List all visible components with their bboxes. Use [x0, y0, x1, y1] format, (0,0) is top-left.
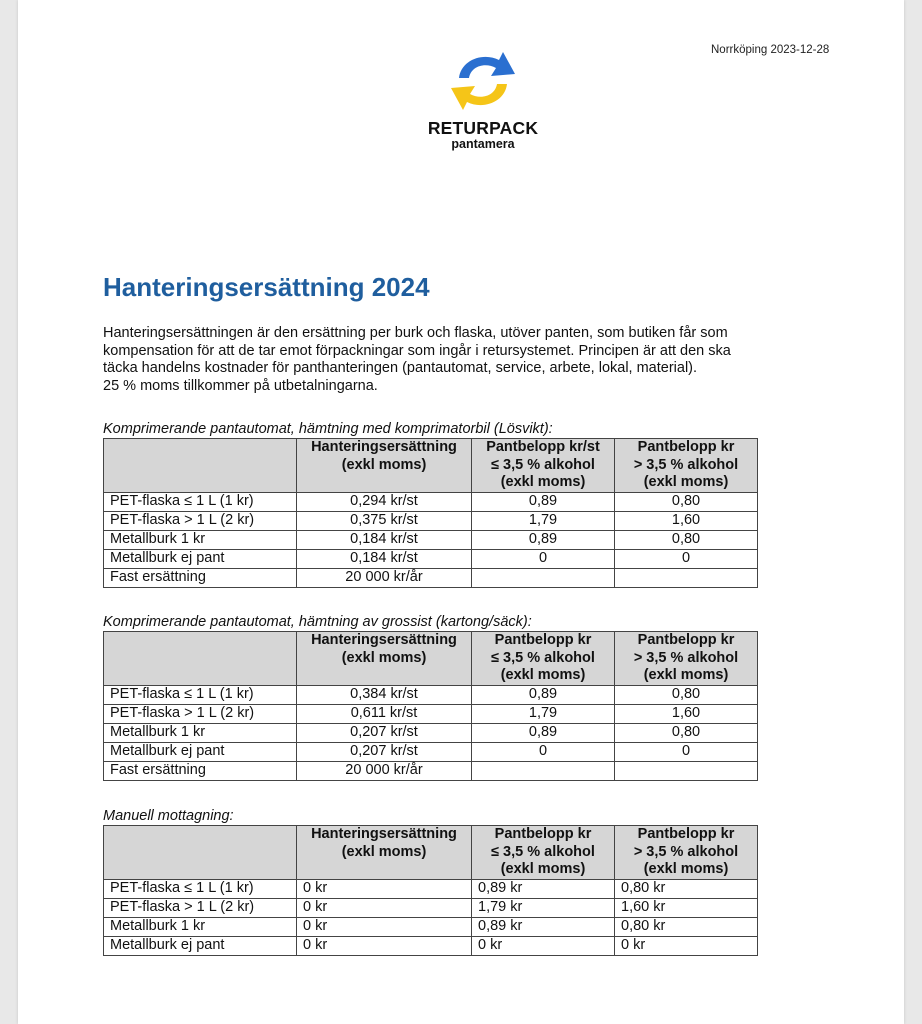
- table-row: Fast ersättning 20 000 kr/år: [104, 568, 758, 587]
- intro-paragraph: [103, 325, 833, 395]
- table-header-row: [104, 632, 758, 686]
- header-cell-handling: Hanteringsersättning (exkl moms): [297, 826, 472, 880]
- header-cell-deposit-low: Pantbelopp kr ≤ 3,5 % alkohol (exkl moms): [472, 632, 615, 686]
- table-header-row: [104, 439, 758, 493]
- table-row: PET-flaska > 1 L (2 kr) 0 kr 1,79 kr 1,60 kr: [104, 898, 758, 917]
- table-row: Metallburk 1 kr 0,207 kr/st 0,89 0,80: [104, 723, 758, 742]
- intro-line: kompensation för att de tar emot förpackningar som ingår i retursystemet. Principen är att den ska: [103, 342, 731, 359]
- compensation-table-loose: [103, 438, 758, 588]
- table-row: Fast ersättning 20 000 kr/år: [104, 761, 758, 780]
- table-row: PET-flaska > 1 L (2 kr) 0,611 kr/st 1,79 1,60: [104, 704, 758, 723]
- table-row: Metallburk 1 kr 0 kr 0,89 kr 0,80 kr: [104, 917, 758, 936]
- table-row: Metallburk ej pant 0,184 kr/st 0 0: [104, 549, 758, 568]
- table-row: Metallburk ej pant 0,207 kr/st 0 0: [104, 742, 758, 761]
- document-date: Norrköping 2023-12-28: [711, 44, 830, 56]
- table-row: PET-flaska ≤ 1 L (1 kr) 0,294 kr/st 0,89 0,80: [104, 492, 758, 511]
- table-row: PET-flaska ≤ 1 L (1 kr) 0,384 kr/st 0,89 0,80: [104, 685, 758, 704]
- compensation-table-manual: [103, 825, 758, 956]
- header-cell-deposit-high: Pantbelopp kr > 3,5 % alkohol (exkl moms): [615, 439, 758, 493]
- compensation-table-wholesaler: [103, 631, 758, 781]
- logo-tagline: pantamera: [451, 137, 515, 151]
- returpack-logo: [413, 48, 553, 158]
- section-label-manual: Manuell mottagning:: [103, 808, 234, 824]
- section-label-loose: Komprimerande pantautomat, hämtning med komprimatorbil (Lösvikt):: [103, 421, 553, 437]
- intro-line: Hanteringsersättningen är den ersättning per burk och flaska, utöver panten, som butiken får som: [103, 325, 728, 341]
- intro-line: 25 % moms tillkommer på utbetalningarna.: [103, 377, 378, 394]
- document-page: [18, 0, 904, 1024]
- intro-line: täcka handelns kostnader för panthanteringen (pantautomat, service, arbete, lokal, material).: [103, 360, 698, 376]
- header-cell: [104, 439, 297, 493]
- table-row: PET-flaska > 1 L (2 kr) 0,375 kr/st 1,79 1,60: [104, 511, 758, 530]
- header-cell-handling: Hanteringsersättning (exkl moms): [297, 632, 472, 686]
- table-header-row: [104, 826, 758, 880]
- header-cell-deposit-low: Pantbelopp kr/st ≤ 3,5 % alkohol (exkl moms): [472, 439, 615, 493]
- page-title: Hanteringsersättning 2024: [103, 272, 430, 302]
- section-label-wholesaler: Komprimerande pantautomat, hämtning av grossist (kartong/säck):: [103, 614, 532, 630]
- header-cell-deposit-high: Pantbelopp kr > 3,5 % alkohol (exkl moms): [615, 826, 758, 880]
- header-cell: [104, 632, 297, 686]
- table-row: Metallburk 1 kr 0,184 kr/st 0,89 0,80: [104, 530, 758, 549]
- table-row: PET-flaska ≤ 1 L (1 kr) 0 kr 0,89 kr 0,80 kr: [104, 879, 758, 898]
- recycle-arrows-icon: [439, 48, 527, 114]
- header-cell-deposit-low: Pantbelopp kr ≤ 3,5 % alkohol (exkl moms): [472, 826, 615, 880]
- header-cell-deposit-high: Pantbelopp kr > 3,5 % alkohol (exkl moms): [615, 632, 758, 686]
- header-cell-handling: Hanteringsersättning (exkl moms): [297, 439, 472, 493]
- header-cell: [104, 826, 297, 880]
- logo-name: RETURPACK: [427, 118, 539, 138]
- table-row: Metallburk ej pant 0 kr 0 kr 0 kr: [104, 936, 758, 955]
